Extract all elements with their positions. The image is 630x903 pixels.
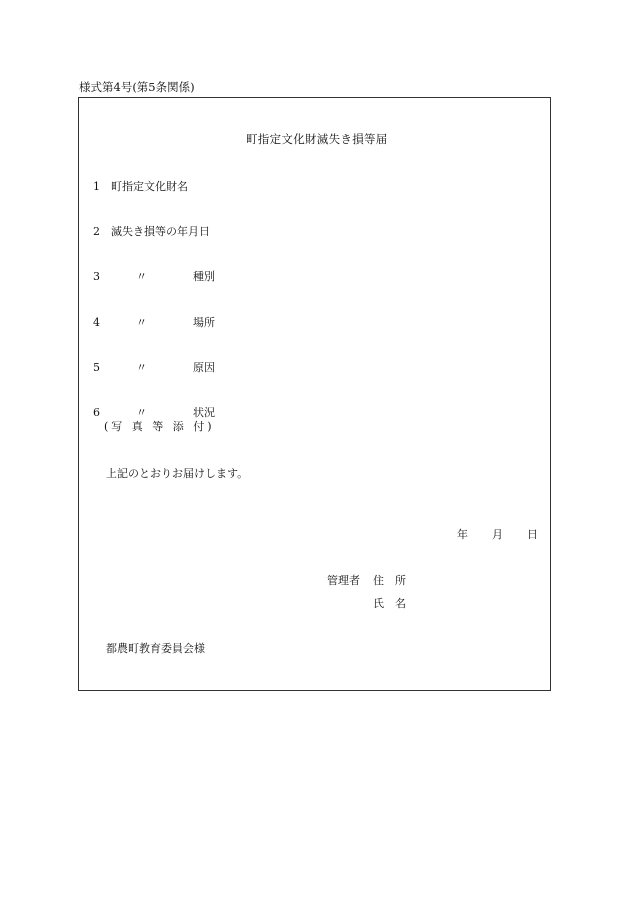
item-4-number: 4 [93, 316, 100, 329]
item-2-number: 2 [93, 225, 100, 238]
date-day-label: 日 [527, 528, 538, 541]
statement-text: 上記のとおりお届けします。 [106, 467, 249, 480]
item-6-label: 状況 [193, 406, 215, 419]
manager-address-label: 住 所 [373, 574, 406, 587]
item-3-ditto-mark: 〃 [136, 270, 147, 283]
manager-role-label: 管理者 [327, 574, 360, 587]
item-1-label: 町指定文化財名 [111, 180, 188, 193]
form-number-label: 様式第4号(第5条関係) [79, 80, 195, 94]
date-month-label: 月 [492, 528, 503, 541]
document-title: 町指定文化財滅失き損等届 [246, 132, 388, 146]
recipient-text: 都農町教育委員会様 [106, 642, 205, 655]
item-5-number: 5 [93, 361, 100, 374]
photo-attachment-note: (写 真 等 添 付) [104, 420, 215, 433]
item-5-ditto-mark: 〃 [136, 361, 147, 374]
item-6-ditto-mark: 〃 [136, 406, 147, 419]
item-6-number: 6 [93, 406, 100, 419]
manager-name-label: 氏 名 [373, 597, 406, 610]
item-5-label: 原因 [193, 361, 215, 374]
item-3-number: 3 [93, 270, 100, 283]
item-1-number: 1 [93, 180, 100, 193]
item-4-label: 場所 [193, 316, 215, 329]
item-4-ditto-mark: 〃 [136, 316, 147, 329]
item-2-label: 滅失き損等の年月日 [111, 225, 210, 238]
item-3-label: 種別 [193, 270, 215, 283]
date-year-label: 年 [457, 528, 468, 541]
